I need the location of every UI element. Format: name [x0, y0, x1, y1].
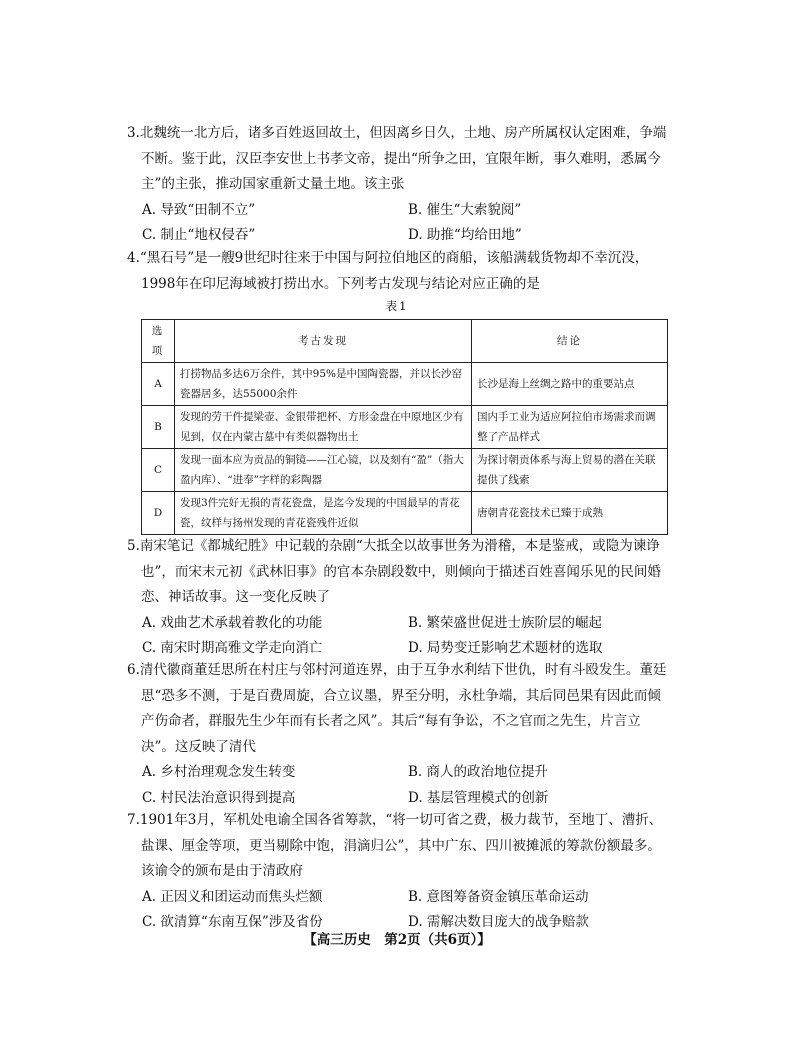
option-c: C. 村民法治意识得到提高	[142, 789, 296, 806]
table-row	[142, 449, 668, 492]
table-caption: 表1	[385, 299, 409, 313]
page-footer: 【高三历史 第2页（共6页）】	[303, 932, 491, 948]
question-stem: 5.南宋笔记《都城纪胜》中记载的杂剧“大抵全以故事世务为滑稽，本是鉴戒，或隐为谏诤也”，而宋末元初《武林旧事》的官本杂剧段数中，则倾向于描述百姓喜闻乐见的民间婚恋、神话故事。这一变化反映了	[127, 538, 661, 605]
option-list	[127, 611, 672, 662]
archaeology-table	[141, 319, 668, 535]
row-option: D	[142, 492, 175, 535]
option-a: A. 正因义和团运动而焦头烂额	[142, 888, 323, 905]
option-a: A. 导致“田制不立”	[142, 201, 256, 218]
option-c: C. 南宋时期高雅文学走向消亡	[142, 640, 323, 656]
row-finding: 打捞物品多达6万余件，其中95%是中国陶瓷器，并以长沙窑瓷器居多，达55000余件	[175, 363, 472, 406]
table-row	[142, 363, 668, 406]
option-b: B. 意图筹备资金镇压革命运动	[408, 888, 589, 905]
option-b: B. 繁荣盛世促进士族阶层的崛起	[408, 614, 603, 631]
question-stem: 3.北魏统一北方后，诸多百姓返回故土，但因离乡日久，土地、房产所属权认定困难，争端不断。鉴于此，汉臣李安世上书孝文帝，提出“所争之田，宜限年断，事久难明，悉属今主”的主张，推动国家重新丈量土地。该主张	[127, 125, 667, 192]
table-row	[142, 406, 668, 449]
header-conclusion: 结论	[472, 320, 668, 363]
option-d: D. 助推“均给田地”	[408, 227, 522, 243]
row-conclusion: 国内手工业为适应阿拉伯市场需求而调整了产品样式	[472, 406, 668, 449]
row-finding: 发现的劳干件提梁壶、金银带把杯、方形金盘在中原地区少有见到，仅在内蒙古墓中有类似器物出土	[175, 406, 472, 449]
option-d: D. 需解决数目庞大的战争赔款	[408, 914, 589, 930]
option-b: B. 催生“大索貌阅”	[408, 201, 522, 218]
row-option: A	[142, 363, 175, 406]
question-3	[127, 121, 672, 249]
header-finding: 考古发现	[175, 320, 472, 363]
option-list	[127, 760, 672, 811]
row-option: B	[142, 406, 175, 449]
row-conclusion: 为探讨朝贡体系与海上贸易的潜在关联提供了线索	[472, 449, 668, 492]
question-5	[127, 534, 672, 662]
option-c: C. 欲清算“东南互保”涉及省份	[142, 914, 323, 930]
question-stem: 6.清代徽商董廷思所在村庄与邻村河道连界，由于互争水利结下世仇，时有斗殴发生。董廷思“恐多不测，于是百费周旋，合立议墨，界至分明，永杜争端，其后同邑果有因此而倾产伤命者，群服先生少年而有长者之风”。其后“每有争讼，不之官而之先生，片言立决”。这反映了清代	[127, 662, 667, 755]
option-list	[127, 198, 672, 249]
question-4	[127, 246, 672, 297]
option-d: D. 局势变迁影响艺术题材的选取	[408, 640, 603, 656]
row-option: C	[142, 449, 175, 492]
row-finding: 发现一面本应为贡品的铜镜——江心镜，以及刻有“盈”（指大盈内库）、“进奉”字样的彩陶器	[175, 449, 472, 492]
row-conclusion: 唐朝青花瓷技术已臻于成熟	[472, 492, 668, 535]
option-d: D. 基层管理模式的创新	[408, 789, 549, 806]
header-option: 选项	[142, 320, 175, 363]
row-finding: 发现3件完好无损的青花瓷盘，是迄今发现的中国最早的青花瓷，纹样与扬州发现的青花瓷残件近似	[175, 492, 472, 535]
question-7	[127, 808, 672, 936]
option-a: A. 戏曲艺术承载着教化的功能	[142, 614, 323, 631]
row-conclusion: 长沙是海上丝绸之路中的重要站点	[472, 363, 668, 406]
option-b: B. 商人的政治地位提升	[408, 764, 549, 780]
question-6	[127, 658, 672, 811]
option-c: C. 制止“地权侵吞”	[142, 227, 256, 243]
table-row	[142, 492, 668, 535]
question-stem: 7.1901年3月，军机处电谕全国各省筹款，“将一切可省之费，极力裁节，至地丁、漕折、盐课、厘金等项，更当剔除中饱，涓滴归公”，其中广东、四川被摊派的筹款份额最多。该谕令的颁布是由于清政府	[127, 812, 663, 879]
option-a: A. 乡村治理观念发生转变	[142, 764, 296, 780]
table-header-row	[142, 320, 668, 363]
question-stem: 4.“黑石号”是一艘9世纪时往来于中国与阿拉伯地区的商船，该船满载货物却不幸沉没，1998年在印尼海域被打捞出水。下列考古发现与结论对应正确的是	[127, 250, 649, 292]
